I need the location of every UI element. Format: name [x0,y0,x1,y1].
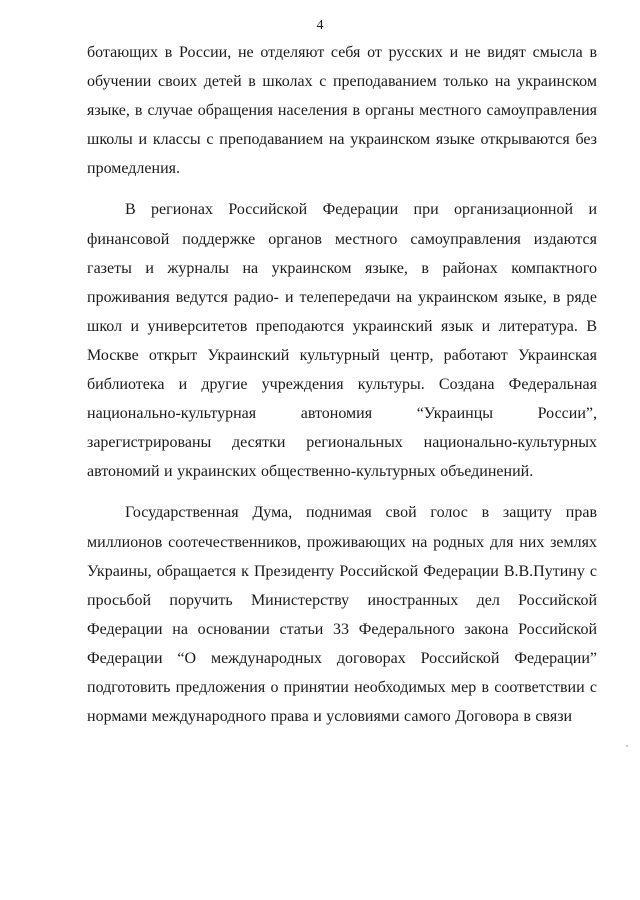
paragraph-state-duma-appeal: Государственная Дума, поднимая свой голос в защиту прав миллионов соотечественников, проживающих на родных для них землях Украины, обращается к Президенту Российской Федерации В.В.Путину с просьбой поручить Министерству иностранных дел Российской Федерации на основании статьи 33 Федерального закона Российской Федерации “О международных договорах Российской Федерации” подготовить предложения о принятии необходимых мер в соответствии с нормами международного права и условиями самого Договора в связи [87,504,597,726]
page-number: 4 [316,18,324,33]
document-body [87,38,597,731]
paragraph-continuation: ботающих в России, не отделяют себя от русских и не видят смысла в обучении своих детей в школах с преподаванием только на украинском языке, в случае обращения населения в органы местного самоуправления школы и классы с преподаванием на украинском языке открываются без промедления. [87,44,597,178]
paragraph-regions: В регионах Российской Федерации при организационной и финансовой поддержке органов местного самоуправления издаются газеты и журналы на украинском языке, в районах компактного проживания ведутся радио- и телепередачи на украинском языке, в ряде школ и университетов преподаются украинский язык и литература. В Москве открыт Украинский культурный центр, работают Украинская библиотека и другие учреждения культуры. Создана Федеральная национально-культурная автономия “Украинцы России”, зарегистрированы десятки региональных национально-культурных автономий и украинских общественно-культурных объединений. [87,201,597,481]
scan-speck [626,745,628,747]
